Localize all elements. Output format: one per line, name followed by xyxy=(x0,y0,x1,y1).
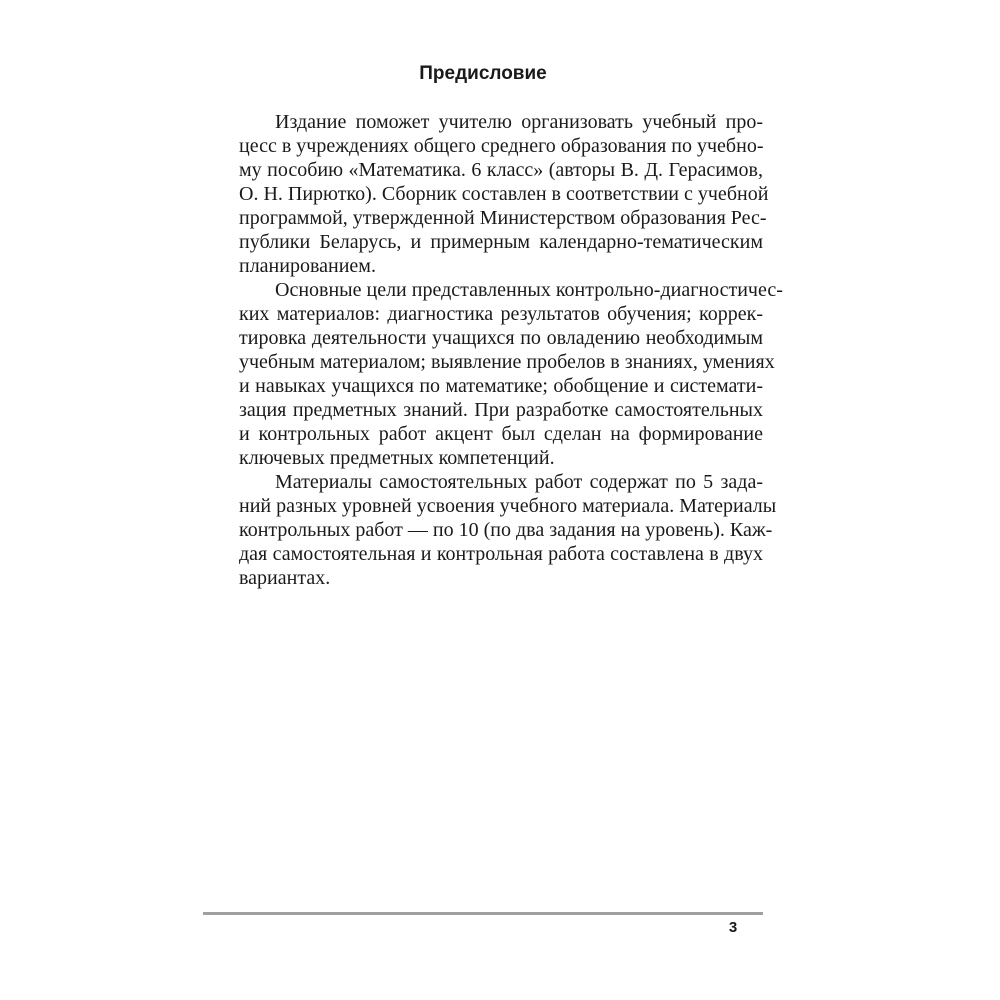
text-line: О. Н. Пирютко). Сборник составлен в соответствии с учебной xyxy=(239,183,769,205)
text-line: тировка деятельности учащихся по овладению необходимым xyxy=(239,327,763,349)
text-line: зация предметных знаний. При разработке самостоятельных xyxy=(239,399,763,421)
page-number: 3 xyxy=(728,919,738,936)
text-line: контрольных работ — по 10 (по два задания на уровень). Каж- xyxy=(239,519,773,541)
text-line: программой, утвержденной Министерством образования Рес- xyxy=(239,207,767,229)
text-line: ний разных уровней усвоения учебного материала. Материалы xyxy=(239,495,777,517)
text-line: вариантах. xyxy=(239,567,331,589)
text-line: му пособию «Математика. 6 класс» (авторы В. Д. Герасимов, xyxy=(239,159,763,181)
paragraph-1 xyxy=(203,110,769,278)
text-line: ких материалов: диагностика результатов обучения; коррек- xyxy=(239,303,763,325)
paragraph-3 xyxy=(203,470,777,590)
text-line: Основные цели представленных контрольно-диагностичес- xyxy=(275,279,783,301)
text-line: публики Беларусь, и примерным календарно-тематическим xyxy=(239,231,763,253)
text-line: дая самостоятельная и контрольная работа составлена в двух xyxy=(239,543,763,565)
text-line: и контрольных работ акцент был сделан на формирование xyxy=(239,423,763,445)
text-line: учебным материалом; выявление пробелов в знаниях, умениях xyxy=(239,351,775,373)
text-line: Издание поможет учителю организовать учебный про- xyxy=(275,111,763,133)
preface-body xyxy=(203,110,783,590)
paragraph-2 xyxy=(203,278,783,470)
text-line: и навыках учащихся по математике; обобщение и системати- xyxy=(239,375,763,397)
text-line: ключевых предметных компетенций. xyxy=(239,447,555,469)
text-line: Материалы самостоятельных работ содержат по 5 зада- xyxy=(275,471,763,493)
footer-divider xyxy=(203,912,763,915)
page-heading: Предисловие xyxy=(419,63,547,84)
text-line: цесс в учреждениях общего среднего образования по учебно- xyxy=(239,135,764,157)
text-line: планированием. xyxy=(239,255,376,277)
